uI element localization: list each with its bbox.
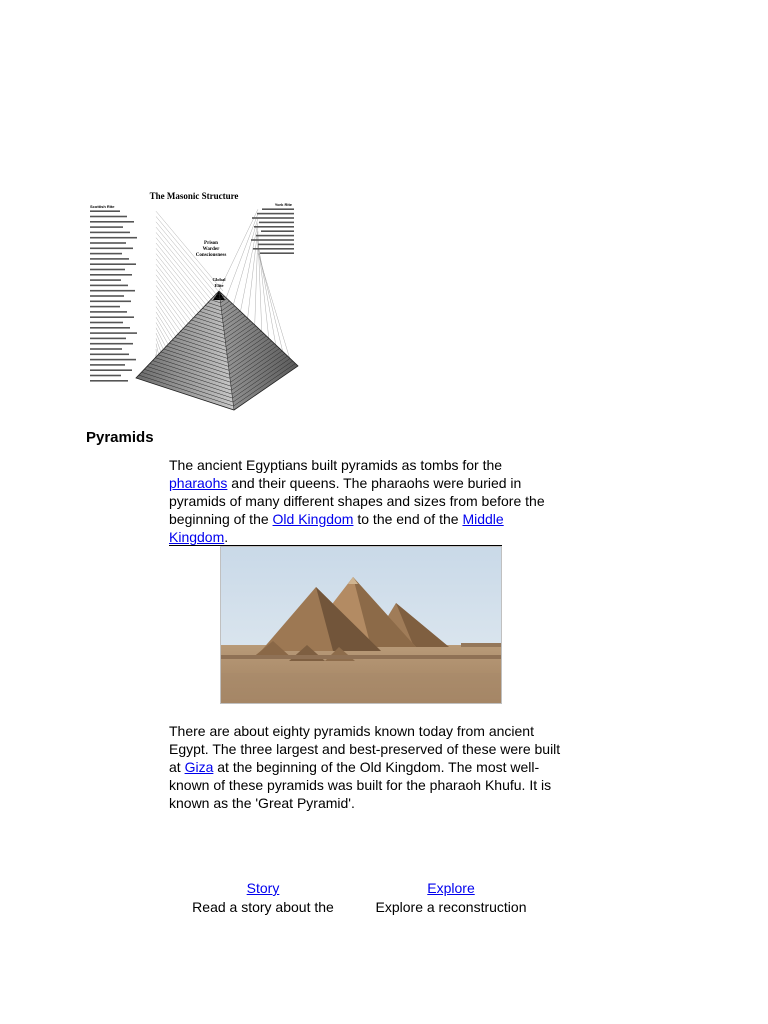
explore-cell [351, 879, 551, 917]
diagram-left-item [90, 301, 131, 303]
diagram-right-item [259, 222, 294, 224]
diagram-left-item [90, 248, 133, 250]
diagram-left-item [90, 226, 123, 228]
diagram-right-item [257, 213, 294, 215]
diagram-left-leader-line [156, 259, 200, 315]
diagram-left-item [90, 269, 125, 271]
diagram-title: The Masonic Structure [149, 191, 239, 201]
diagram-right-header: York Rite [274, 202, 292, 207]
diagram-left-leader-line [156, 291, 185, 331]
diagram-left-item [90, 237, 137, 239]
diagram-pyramid-left-face [136, 291, 234, 410]
giza-paragraph [169, 722, 564, 812]
section-heading: Pyramids [86, 429, 154, 446]
diagram-left-leader-line [156, 280, 190, 326]
explore-link[interactable]: Explore [427, 880, 475, 896]
diagram-left-item [90, 242, 126, 244]
diagram-right-leader-line [225, 214, 258, 303]
giza-text-2: at the beginning of the Old Kingdom. The most well-known of these pyramids was built for the pharaoh Khufu. It is known as the 'Great Pyramid'. [169, 759, 552, 811]
diagram-right-item [260, 252, 294, 254]
diagram-left-item [90, 232, 130, 234]
diagram-apex-label-2: Elite [214, 283, 224, 288]
diagram-left-item [90, 295, 124, 297]
diagram-center-label-3: Consciousness [195, 253, 227, 258]
story-description: Read a story about the [192, 899, 334, 915]
diagram-left-item [90, 332, 137, 334]
story-link[interactable]: Story [246, 880, 280, 896]
diagram-right-leader-line [240, 222, 258, 316]
diagram-right-item [251, 239, 294, 241]
diagram-left-item [90, 322, 123, 324]
diagram-right-item [261, 230, 294, 232]
diagram-left-item [90, 274, 132, 276]
diagram-right-item [254, 226, 294, 228]
giza-text-1: There are about eighty pyramids known today from ancient Egypt. The three largest and best-preserved of these were built at [169, 723, 561, 775]
diagram-left-item [90, 253, 122, 255]
diagram-right-item [252, 217, 294, 219]
old-kingdom-link[interactable]: Old Kingdom [272, 511, 354, 527]
giza-pyramids-photo [220, 546, 502, 704]
diagram-left-leader-line [156, 296, 182, 334]
diagram-left-leader-line [156, 222, 218, 297]
diagram-left-item [90, 285, 128, 287]
story-cell [165, 879, 361, 917]
diagram-left-leader-line [156, 270, 195, 321]
diagram-left-item [90, 380, 128, 382]
diagram-left-leader-line [156, 264, 198, 317]
diagram-left-item [90, 343, 133, 345]
masonic-structure-diagram [86, 188, 304, 414]
diagram-left-item [90, 210, 120, 212]
diagram-right-item [262, 208, 294, 210]
giza-link[interactable]: Giza [184, 759, 214, 775]
intro-text-4: . [224, 529, 229, 545]
diagram-left-item [90, 369, 132, 371]
diagram-left-leader-line [156, 328, 167, 350]
diagram-right-leader-line [232, 218, 258, 309]
diagram-left-item [90, 311, 127, 313]
diagram-apex-label-1: Global [212, 277, 226, 282]
diagram-right-item [253, 248, 294, 250]
diagram-left-item [90, 216, 127, 218]
diagram-left-item [90, 290, 135, 292]
pharaohs-link[interactable]: pharaohs [169, 475, 228, 491]
diagram-right-item [258, 244, 294, 246]
diagram-left-item [90, 348, 122, 350]
diagram-center-label-2: Warder [202, 247, 220, 252]
diagram-left-item [90, 279, 121, 281]
diagram-center-label-1: Prison [204, 241, 218, 246]
explore-description: Explore a reconstruction [375, 899, 527, 915]
intro-text-2: and their queens. The pharaohs were buried in pyramids of many different shapes and sizes from before the beginning of the [169, 475, 545, 527]
intro-paragraph [169, 456, 564, 546]
intro-text-1: The ancient Egyptians built pyramids as tombs for the [169, 457, 503, 473]
diagram-left-item [90, 306, 120, 308]
diagram-left-item [90, 364, 125, 366]
diagram-left-leader-line [156, 323, 170, 347]
diagram-right-item [256, 235, 294, 237]
diagram-left-item [90, 258, 129, 260]
diagram-left-item [90, 354, 129, 356]
diagram-left-item [90, 316, 134, 318]
diagram-left-item [90, 327, 130, 329]
diagram-right-leader-line [255, 231, 258, 330]
diagram-left-item [90, 375, 121, 377]
middle-kingdom-link[interactable]: Middle Kingdom [169, 511, 504, 545]
diagram-left-leader-line [156, 312, 175, 342]
diagram-left-item [90, 263, 136, 265]
diagram-left-leader-line [156, 254, 203, 313]
diagram-left-header: Scottish Rite [90, 204, 115, 209]
diagram-left-item [90, 221, 134, 223]
intro-text-3: to the end of the [353, 511, 463, 527]
diagram-left-item [90, 359, 136, 361]
diagram-left-leader-line [156, 285, 187, 328]
diagram-left-leader-line [156, 227, 215, 299]
diagram-left-item [90, 338, 126, 340]
